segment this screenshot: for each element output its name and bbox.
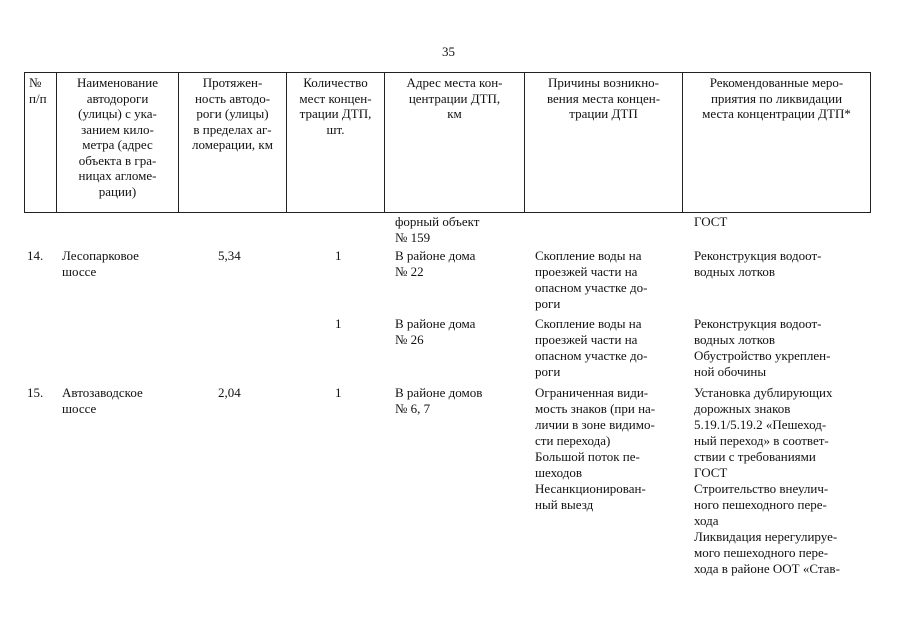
row-measures: Установка дублирующих дорожных знаков 5.19.1/5.19.2 «Пешеход- ный переход» в соответ- ствии с требованиями ГОСТ Строительство внеулич- ного пешеходного пере- хода Ликвидация нерегулируе- мого пешеходного пере- хода в районе ООТ «Став- [694,385,840,576]
row-num: 15. [27,385,44,400]
row-address: В районе дома № 22 [395,248,476,279]
row-address: В районе дома № 26 [395,316,476,347]
table-header [24,72,871,213]
row-causes: Ограниченная види- мость знаков (при на- личии в зоне видимо- сти перехода) Большой поток пе- шеходов Несанкционирован- ный выезд [535,385,656,512]
row-count: 1 [335,248,342,263]
header-length: Протяжен- ность автодо- роги (улицы) в пределах аг- ломерации, км [179,73,287,213]
header-measures: Рекомендованные меро- приятия по ликвидации места концентрации ДТП* [683,73,871,213]
row-length: 2,04 [218,385,241,400]
continuation-address: форный объект № 159 [395,214,480,245]
header-causes: Причины возникно- вения места концен- трации ДТП [525,73,683,213]
row-measures: Реконструкция водоот- водных лотков Обустройство укреплен- ной обочины [694,316,831,379]
row-count: 1 [335,316,342,331]
row-count: 1 [335,385,342,400]
page-number: 35 [442,44,455,59]
continuation-measures: ГОСТ [694,214,728,229]
header-road: Наименование автодороги (улицы) с ука- занием кило- метра (адрес объекта в гра- ницах агломе- рации) [57,73,179,213]
row-road: Лесопарковое шоссе [62,248,139,279]
row-num: 14. [27,248,44,263]
row-causes: Скопление воды на проезжей части на опасном участке до- роги [535,248,648,311]
header-address: Адрес места кон- центрации ДТП, км [385,73,525,213]
row-length: 5,34 [218,248,241,263]
row-causes: Скопление воды на проезжей части на опасном участке до- роги [535,316,648,379]
header-num: № п/п [25,73,57,213]
row-measures: Реконструкция водоот- водных лотков [694,248,822,279]
row-address: В районе домов № 6, 7 [395,385,483,416]
header-count: Количество мест концен- трации ДТП, шт. [287,73,385,213]
row-road: Автозаводское шоссе [62,385,143,416]
